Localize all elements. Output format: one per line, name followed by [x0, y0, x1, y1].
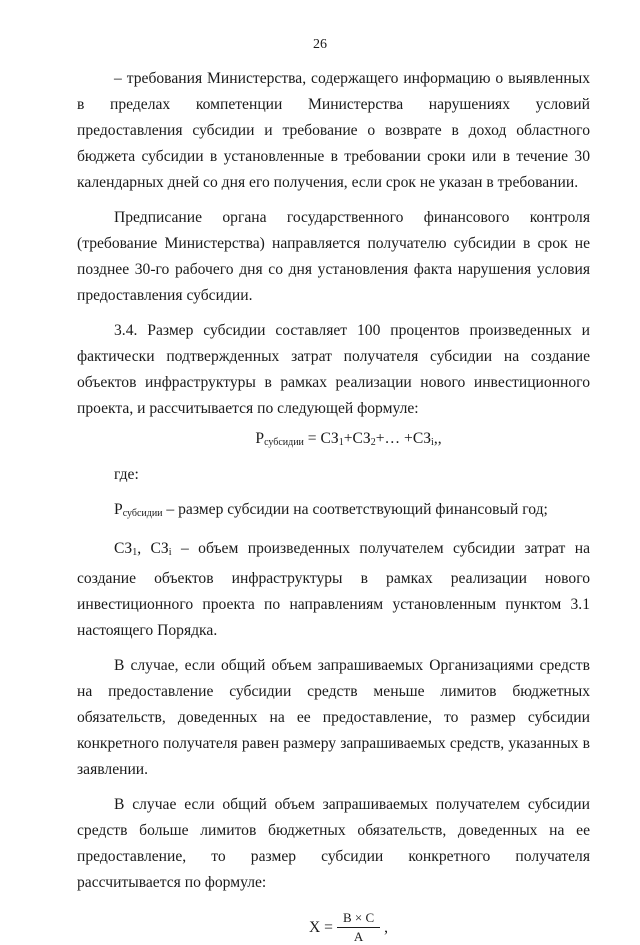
paragraph-case-less: В случае, если общий объем запрашиваемых Организациями средств на предоставление субсидии средств меньше лимитов бюджетных обязательств, доведенных на ее предоставление, то размер субсидии конкретного получателя равен размеру запрашиваемых средств, указанных в заявлении. — [77, 657, 590, 778]
formula-subscript-i: i — [431, 437, 434, 448]
definition-p-symbol: Р — [114, 501, 123, 518]
paragraph-case-more: В случае если общий объем запрашиваемых получателем субсидии средств больше лимитов бюджетных обязательств, доведенных на ее предоставление, то размер субсидии конкретного получателя рассчитывается по формуле: — [77, 796, 590, 891]
formula2-denominator: A — [353, 929, 364, 944]
definition-sz-text: – объем произведенных получателем субсидии затрат на создание объектов инфраструктуры в рамках реализации нового инвестиционного проекта по направлениям установленным пунктом 3.1 настоящего Порядка. — [77, 540, 591, 639]
proportional-formula — [77, 910, 590, 945]
paragraph-subsidy-size: 3.4. Размер субсидии составляет 100 процентов произведенных и фактически подтвержденных затрат получателя субсидии на создание объектов инфраструктуры в рамках реализации нового инвестиционного проекта, и рассчитывается по следующей формуле: — [77, 322, 590, 417]
definition-szi-subscript: i — [168, 547, 172, 558]
formula-rhs-end: ,, — [433, 430, 442, 447]
definition-p-subscript: субсидии — [122, 508, 163, 519]
definition-szi-symbol: СЗ — [150, 540, 169, 557]
formula2-lhs: X = — [308, 918, 333, 936]
subsidy-formula — [77, 426, 590, 456]
definition-p-text: – размер субсидии на соответствующий финансовый год; — [162, 501, 548, 518]
formula-subscript-1: 1 — [338, 437, 344, 448]
paragraph-prescription: Предписание органа государственного финансового контроля (требование Министерства) направляется получателю субсидии в срок не позднее 30-го рабочего дня со дня установления факта нарушения условия предоставления субсидии. — [77, 209, 590, 304]
definition-sz1-symbol: СЗ — [114, 540, 133, 557]
paragraph-sz-definition — [77, 536, 590, 644]
formula2-tail: , — [384, 918, 389, 936]
definition-separator: , — [137, 540, 151, 557]
formula-p-subscript: субсидии — [264, 437, 304, 448]
formula2-numerator: B × C — [337, 910, 380, 928]
page-number: 26 — [313, 37, 327, 52]
formula2-fraction — [337, 910, 380, 945]
document-body — [77, 66, 590, 945]
definition-sz1-subscript: 1 — [132, 547, 138, 558]
formula-rhs-part-3: +… +СЗ — [375, 430, 432, 447]
paragraph-requirement: – требования Министерства, содержащего информацию о выявленных в пределах компетенции Министерства нарушениях условий предоставления субсидии и требование о возврате в доход областного бюджета субсидии в установленные в требовании сроки или в течение 30 календарных дней со дня его получения, если срок не указан в требовании. — [77, 70, 590, 191]
paragraph-where: где: — [114, 466, 139, 483]
formula-rhs-part-2: +СЗ — [343, 430, 371, 447]
formula-rhs-part-1: = СЗ — [303, 430, 339, 447]
formula-subscript-2: 2 — [370, 437, 376, 448]
paragraph-p-definition — [77, 497, 590, 527]
formula-p-symbol: Р — [255, 430, 265, 447]
